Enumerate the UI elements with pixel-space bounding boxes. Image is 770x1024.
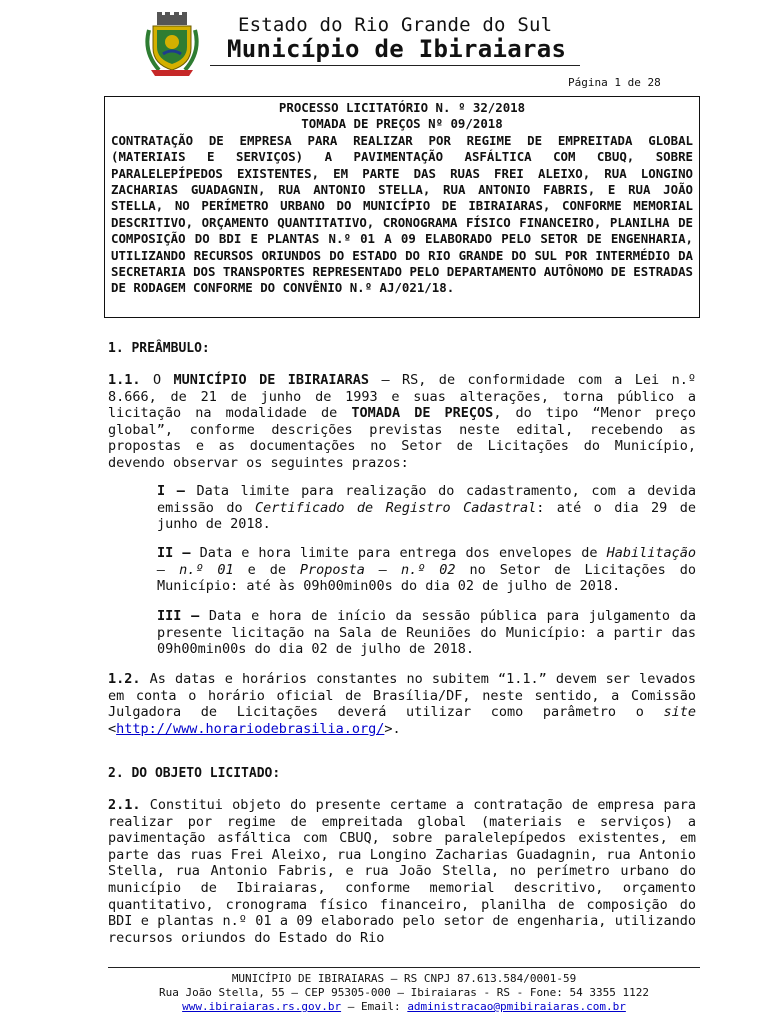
footer-contacts (108, 1000, 700, 1014)
state-title: Estado do Rio Grande do Sul (238, 14, 553, 36)
text: Constitui objeto do presente certame a contratação de empresa para realizar por regime de empreitada global (materiais e serviços) a pavimentação asfáltica com CBUQ, sobre paralelepípedos existentes, em parte das ruas Frei Aleixo, rua Longino Zacharias Guadagnin, rua Antonio Stella, rua Antonio Fabris, e rua João Stella, no perímetro urbano do município de Ibiraiaras, conforme memorial descritivo, orçamento quantitativo, cronograma físico financeiro, planilha de composição do BDI e plantas n.º 01 a 09 elaborado pelo setor de engenharia, utilizando recursos oriundos do Estado do Rio (108, 797, 696, 946)
municipality-name: MUNICÍPIO DE IBIRAIARAS (173, 372, 370, 388)
paragraph-2-1 (108, 797, 696, 946)
website-link[interactable]: www.ibiraiaras.rs.gov.br (182, 1000, 342, 1013)
certificate-name: Certificado de Registro Cadastral (255, 499, 537, 516)
text: Data limite para realização do cadastramento, com a devida emissão do (157, 483, 696, 516)
text: Data e hora de início da sessão pública para julgamento da presente licitação na Sala de Reuniões do Município: a partir das 09h00min00s do dia 02 de julho de 2018. (157, 608, 696, 658)
text: site (663, 704, 696, 721)
text: , do tipo “Menor preço global”, conforme descrições previstas neste edital, recebendo as propostas e as documentações no Setor de Licitações do Município, devendo observar os seguintes prazos: (108, 405, 696, 471)
envelope-1-name: Habilitação – n.º 01 (157, 545, 696, 578)
tomada-precos-number: TOMADA DE PREÇOS Nº 09/2018 (301, 116, 503, 132)
text: O (140, 372, 174, 388)
deadline-item-3 (157, 608, 696, 658)
municipality-title: Município de Ibiraiaras (227, 35, 567, 63)
text: e de (233, 561, 300, 578)
process-object-text: CONTRATAÇÃO DE EMPRESA PARA REALIZAR POR REGIME DE EMPREITADA GLOBAL (MATERIAIS E SERVIÇOS) A PAVIMENTAÇÃO ASFÁLTICA COM CBUQ, SOBRE PARALELEPÍPEDOS EXISTENTES, EM PARTE DAS RUAS FREI ALEIXO, RUA LONGINO ZACHARIAS GUADAGNIN, RUA ANTONIO STELLA, RUA ANTONIO FABRIS, E RUA JOÃO STELLA, NO PERÍMETRO URBANO DO MUNICÍPIO DE IBIRAIARAS, CONFORME MEMORIAL DESCRITIVO, ORÇAMENTO QUANTITATIVO, CRONOGRAMA FÍSICO FINANCEIRO, PLANILHA DE COMPOSIÇÃO DO BDI E PLANTAS N.º 01 A 09 ELABORADO PELO SETOR DE ENGENHARIA, UTILIZANDO RECURSOS ORIUNDOS DO ESTADO DO RIO GRANDE DO SUL POR INTERMÉDIO DA SECRETARIA DOS TRANSPORTES REPRESENTADO PELO DEPARTAMENTO AUTÔNOMO DE ESTRADAS DE RODAGEM CONFORME DO CONVÊNIO N.º AJ/021/18. (111, 132, 693, 296)
email-link[interactable]: administracao@pmibiraiaras.com.br (407, 1000, 626, 1013)
coat-of-arms-icon (143, 12, 201, 78)
section-1-heading: 1. PREÂMBULO: (108, 341, 210, 356)
modality-name: TOMADA DE PREÇOS (351, 405, 494, 422)
paragraph-number: 2.1. (108, 797, 141, 813)
text: : até o dia 29 de junho de 2018. (157, 499, 697, 533)
horario-brasilia-link[interactable]: http://www.horariodebrasilia.org/ (116, 720, 385, 737)
text: < (108, 720, 117, 737)
text: Data e hora limite para entrega dos envelopes de (190, 545, 607, 561)
footer-address: Rua João Stella, 55 – CEP 95305-000 – Ibiraiaras - RS - Fone: 54 3355 1122 (158, 986, 650, 999)
text: no Setor de Licitações do Município: até às 09h00min00s do dia 02 de julho de 2018. (157, 561, 696, 595)
text: >. (384, 720, 401, 737)
item-number: III – (157, 608, 200, 624)
paragraph-number: 1.1. (108, 372, 141, 388)
deadline-item-1 (157, 483, 696, 533)
process-number: PROCESSO LICITATÓRIO N. º 32/2018 (278, 100, 526, 115)
text: – RS, de conformidade com a Lei n.º 8.666, de 21 de junho de 1993 e suas alterações, torna público a licitação na modalidade de (108, 372, 696, 422)
paragraph-1-1 (108, 372, 696, 472)
deadline-item-2 (157, 545, 696, 595)
text: As datas e horários constantes no subitem “1.1.” devem ser levados em conta o horário oficial de Brasília/DF, neste sentido, a Comissão Julgadora de Licitações deverá utilizar como parâmetro o (108, 671, 696, 721)
page-indicator: Página 1 de 28 (568, 76, 661, 89)
header-divider (210, 65, 580, 66)
section-2-heading: 2. DO OBJETO LICITADO: (108, 766, 281, 781)
item-number: I – (157, 483, 185, 499)
process-summary-box (104, 96, 700, 318)
paragraph-number: 1.2. (108, 671, 141, 687)
paragraph-1-2 (108, 671, 696, 737)
envelope-2-name: Proposta – n.º 02 (299, 561, 456, 578)
footer-divider (108, 967, 700, 968)
separator: – Email: (341, 1000, 408, 1013)
footer-cnpj: MUNICÍPIO DE IBIRAIARAS – RS CNPJ 87.613.584/0001-59 (231, 972, 577, 985)
item-number: II – (157, 545, 191, 561)
